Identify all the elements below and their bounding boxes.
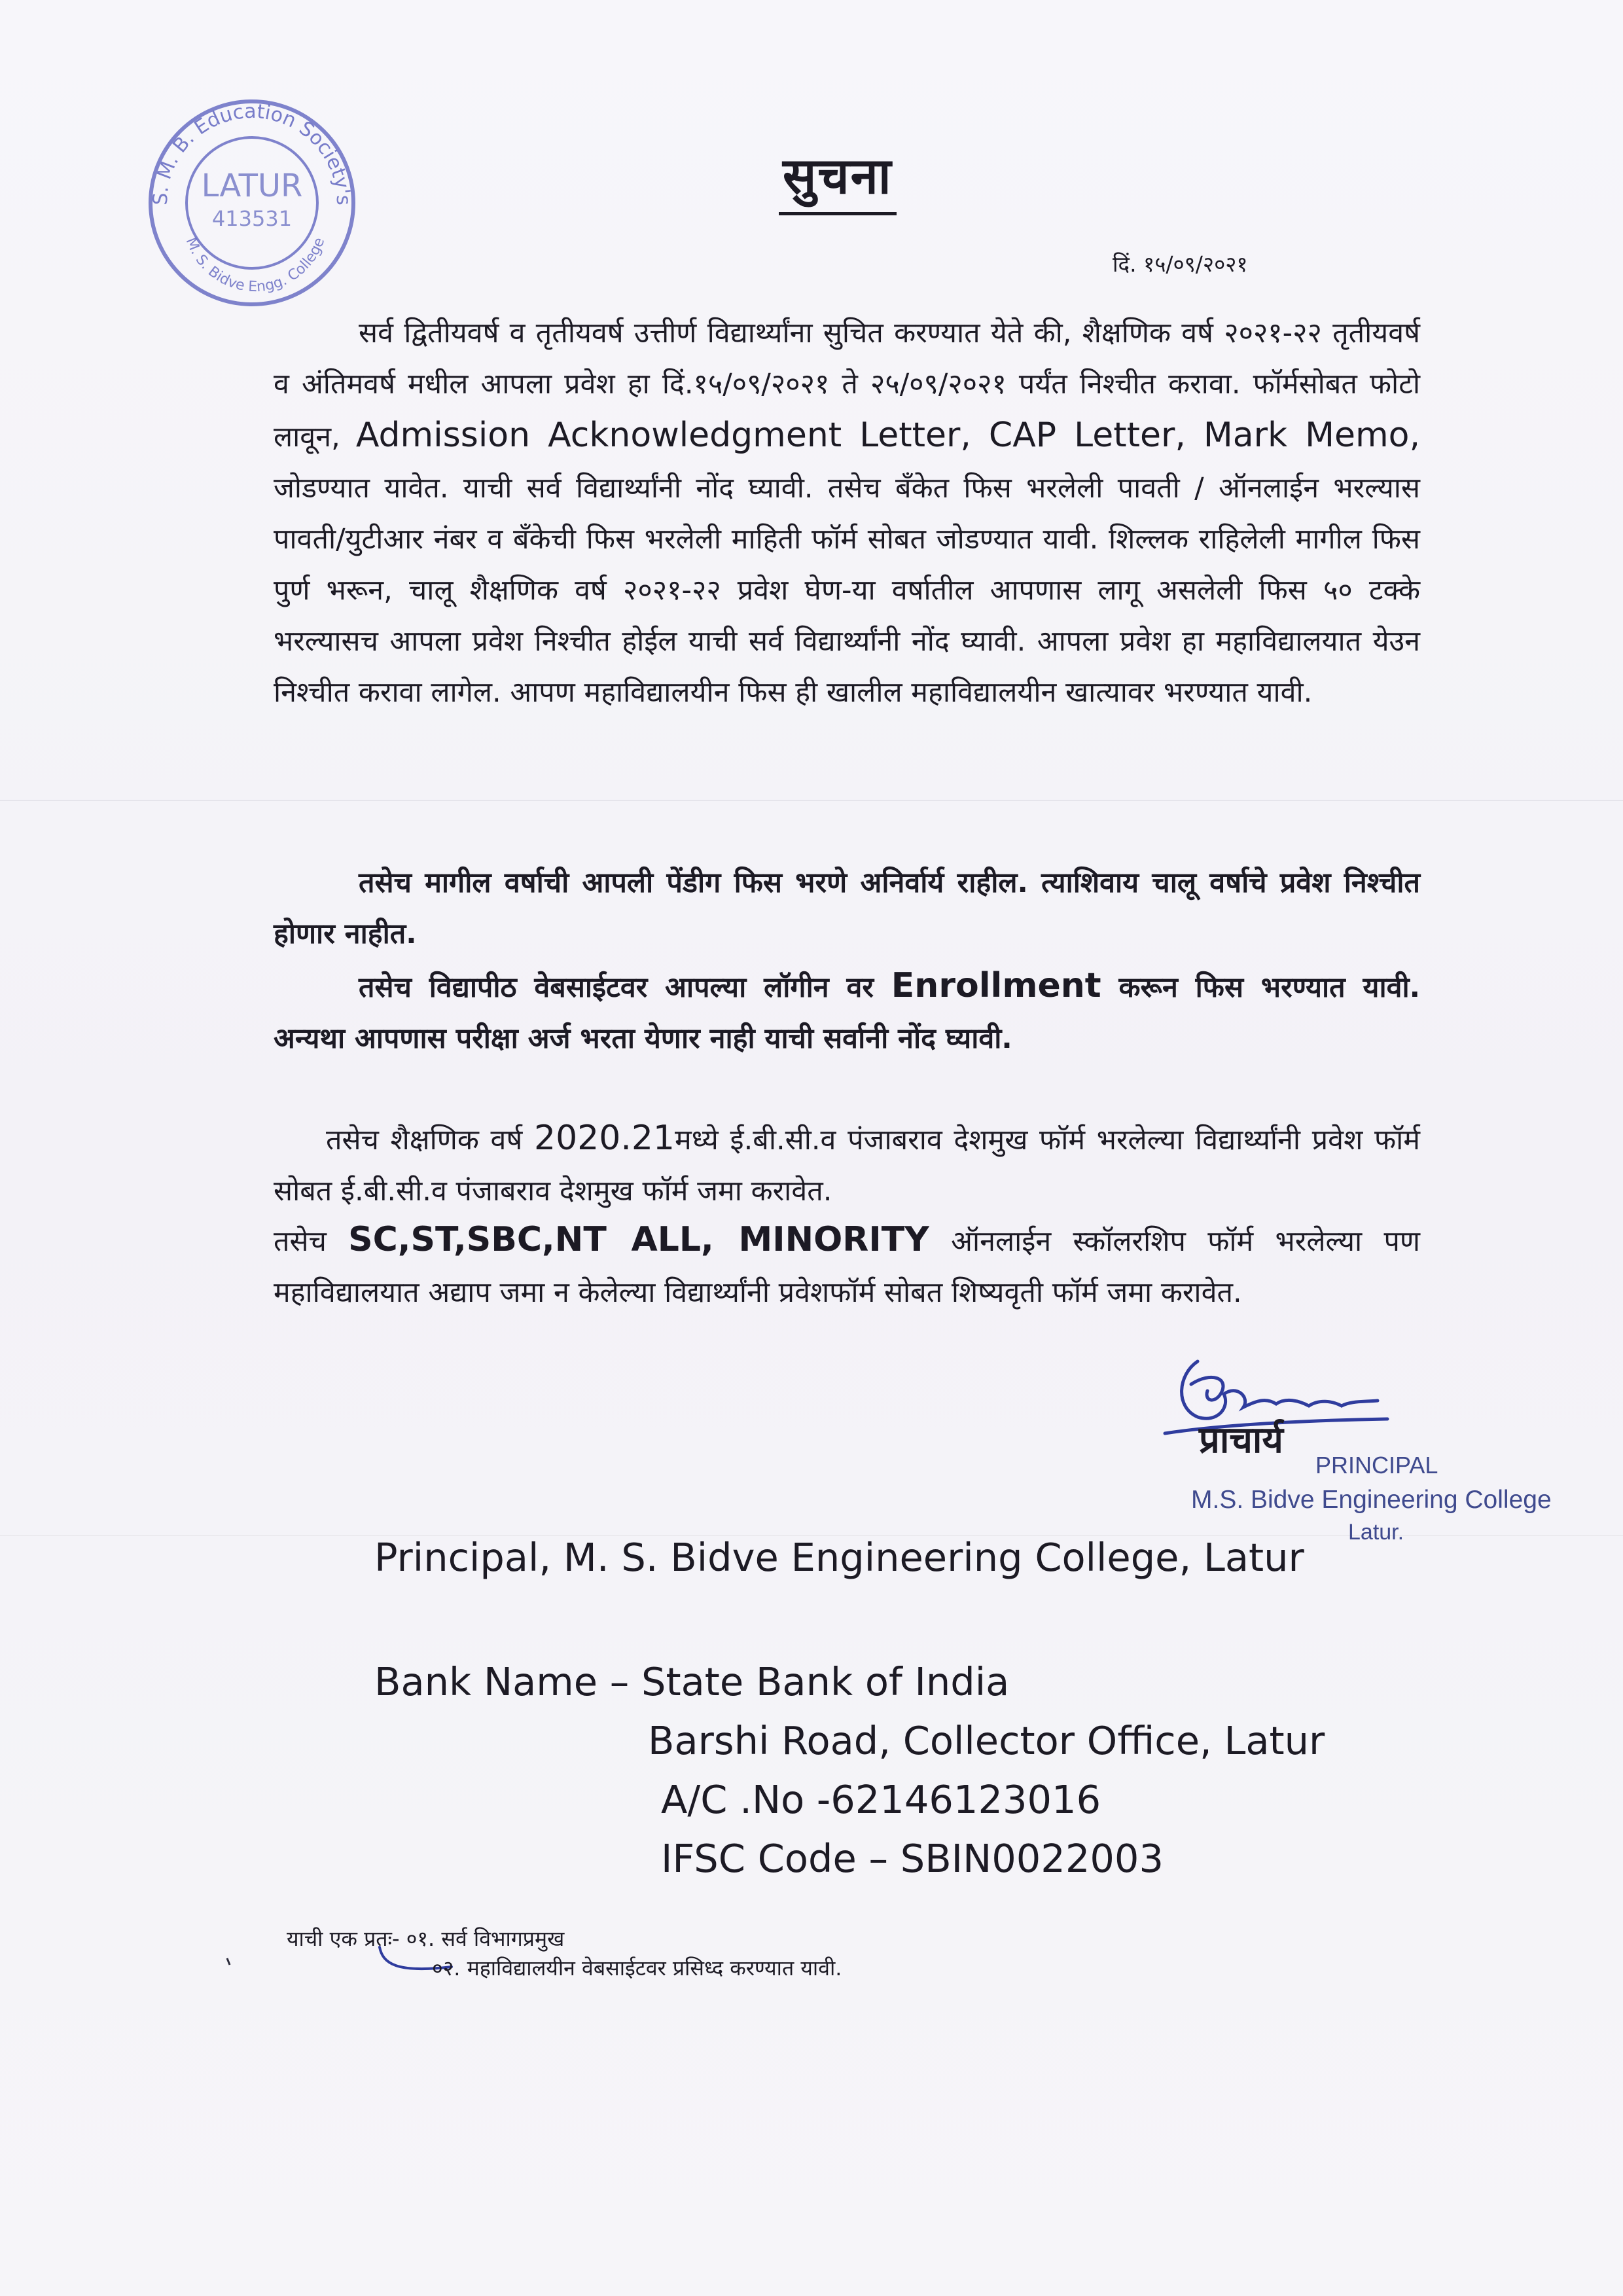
scholarship-text-a: तसेच bbox=[274, 1225, 327, 1258]
scholarship-text-b: ऑनलाईन स्कॉलरशिप फॉर्म भरलेल्या पण महाविद्यालयात अद्याप जमा न केलेल्या विद्यार्थ्यांनी प्रवेशफॉर्म सोबत शिष्यवृती फॉर्म जमा करावेत. bbox=[274, 1225, 1420, 1309]
paragraph-pending-fees bbox=[274, 857, 1420, 960]
principal-title-marathi: प्राचार्य bbox=[1199, 1419, 1283, 1462]
required-documents: Admission Acknowledgment Letter, CAP Letter, Mark Memo, bbox=[355, 416, 1420, 455]
bank-ifsc-code: IFSC Code – SBIN0022003 bbox=[661, 1836, 1164, 1881]
copy-to-line-1: याची एक प्रतः- ०१. सर्व विभागप्रमुख bbox=[287, 1926, 565, 1951]
ebc-text-a: तसेच शैक्षणिक वर्ष bbox=[326, 1124, 523, 1157]
bank-branch: Barshi Road, Collector Office, Latur bbox=[648, 1718, 1325, 1763]
notice-date: दिं. १५/०९/२०२१ bbox=[1113, 251, 1248, 277]
stamp-college-text: M. S. Bidve Engg. College bbox=[182, 235, 329, 296]
stamp-society-text: S. M. B. Education Society's bbox=[149, 99, 355, 206]
copy-to-line-2: ०२. महाविद्यालयीन वेबसाईटवर प्रसिध्द करण्यात यावी. bbox=[432, 1956, 842, 1981]
stamp-pin: 413531 bbox=[211, 206, 293, 231]
enrollment-keyword: Enrollment bbox=[891, 966, 1101, 1005]
principal-seal-college: M.S. Bidve Engineering College bbox=[1191, 1486, 1552, 1514]
enrollment-text-a: तसेच विद्यापीठ वेबसाईटवर आपल्या लॉगीन वर bbox=[359, 971, 874, 1004]
principal-seal-title: PRINCIPAL bbox=[1315, 1452, 1438, 1479]
paragraph-ebc-forms bbox=[274, 1113, 1420, 1217]
pending-fees-text: तसेच मागील वर्षाची आपली पेंडीग फिस भरणे अनिर्वार्य राहील. त्याशिवाय चालू वर्षाचे प्रवेश निश्चीत होणार नाहीत. bbox=[274, 867, 1420, 950]
bank-name: Bank Name – State Bank of India bbox=[374, 1659, 1010, 1704]
society-stamp bbox=[131, 95, 373, 311]
tick-mark bbox=[226, 1957, 232, 1966]
paragraph-enrollment bbox=[274, 960, 1420, 1064]
bank-account-number: A/C .No -62146123016 bbox=[661, 1777, 1101, 1822]
ebc-text-b: मध्ये ई.बी.सी.व पंजाबराव देशमुख फॉर्म भरलेल्या विद्यार्थ्यांनी प्रवेश फॉर्म सोबत ई.बी.सी.व पंजाबराव देशमुख फॉर्म जमा करावेत. bbox=[274, 1124, 1420, 1208]
stamp-city: LATUR bbox=[201, 168, 303, 204]
admission-text-b: जोडण्यात यावेत. याची सर्व विद्यार्थ्यांनी नोंद घ्यावी. तसेच बँकेत फिस भरलेली पावती / ऑनलाईन भरल्यास पावती/युटीआर नंबर व बँकेची फिस भरलेली माहिती फॉर्म सोबत जोडण्यात यावी. शिल्लक राहिलेली मागील फिस पुर्ण भरून, चालू शैक्षणिक वर्ष २०२१-२२ प्रवेश घेण-या वर्षातील आपणास लागू असलेली फिस ५० टक्के भरल्यासच आपला प्रवेश निश्चीत होईल याची सर्व विद्यार्थ्यांनी नोंद घ्यावी. आपला प्रवेश हा महाविद्यालयात येउन निश्चीत करावा लागेल. आपण महाविद्यालयीन फिस ही खालील महाविद्यालयीन खात्यावर भरण्यात यावी. bbox=[274, 472, 1420, 709]
paragraph-admission bbox=[274, 308, 1420, 718]
scholarship-categories: SC,ST,SBC,NT ALL, MINORITY bbox=[348, 1220, 929, 1259]
notice-title: सुचना bbox=[779, 141, 897, 215]
enrollment-text-b: करून फिस भरण्यात यावी. अन्यथा आपणास परीक्षा अर्ज भरता येणार नाही याची सर्वानी नोंद घ्यावी. bbox=[274, 971, 1420, 1055]
principal-seal-city: Latur. bbox=[1348, 1520, 1404, 1545]
principal-address: Principal, M. S. Bidve Engineering College, Latur bbox=[374, 1535, 1304, 1580]
academic-year: 2020.21 bbox=[533, 1119, 675, 1158]
paragraph-scholarship bbox=[274, 1214, 1420, 1318]
admission-text-a: सर्व द्वितीयवर्ष व तृतीयवर्ष उत्तीर्ण विद्यार्थ्यांना सुचित करण्यात येते की, शैक्षणिक वर्ष २०२१-२२ तृतीयवर्ष व अंतिमवर्ष मधील आपला प्रवेश हा दिं.१५/०९/२०२१ ते २५/०९/२०२१ पर्यंत निश्चीत करावा. फॉर्मसोबत फोटो लावून, bbox=[274, 317, 1420, 454]
paper-fold bbox=[0, 800, 1623, 801]
